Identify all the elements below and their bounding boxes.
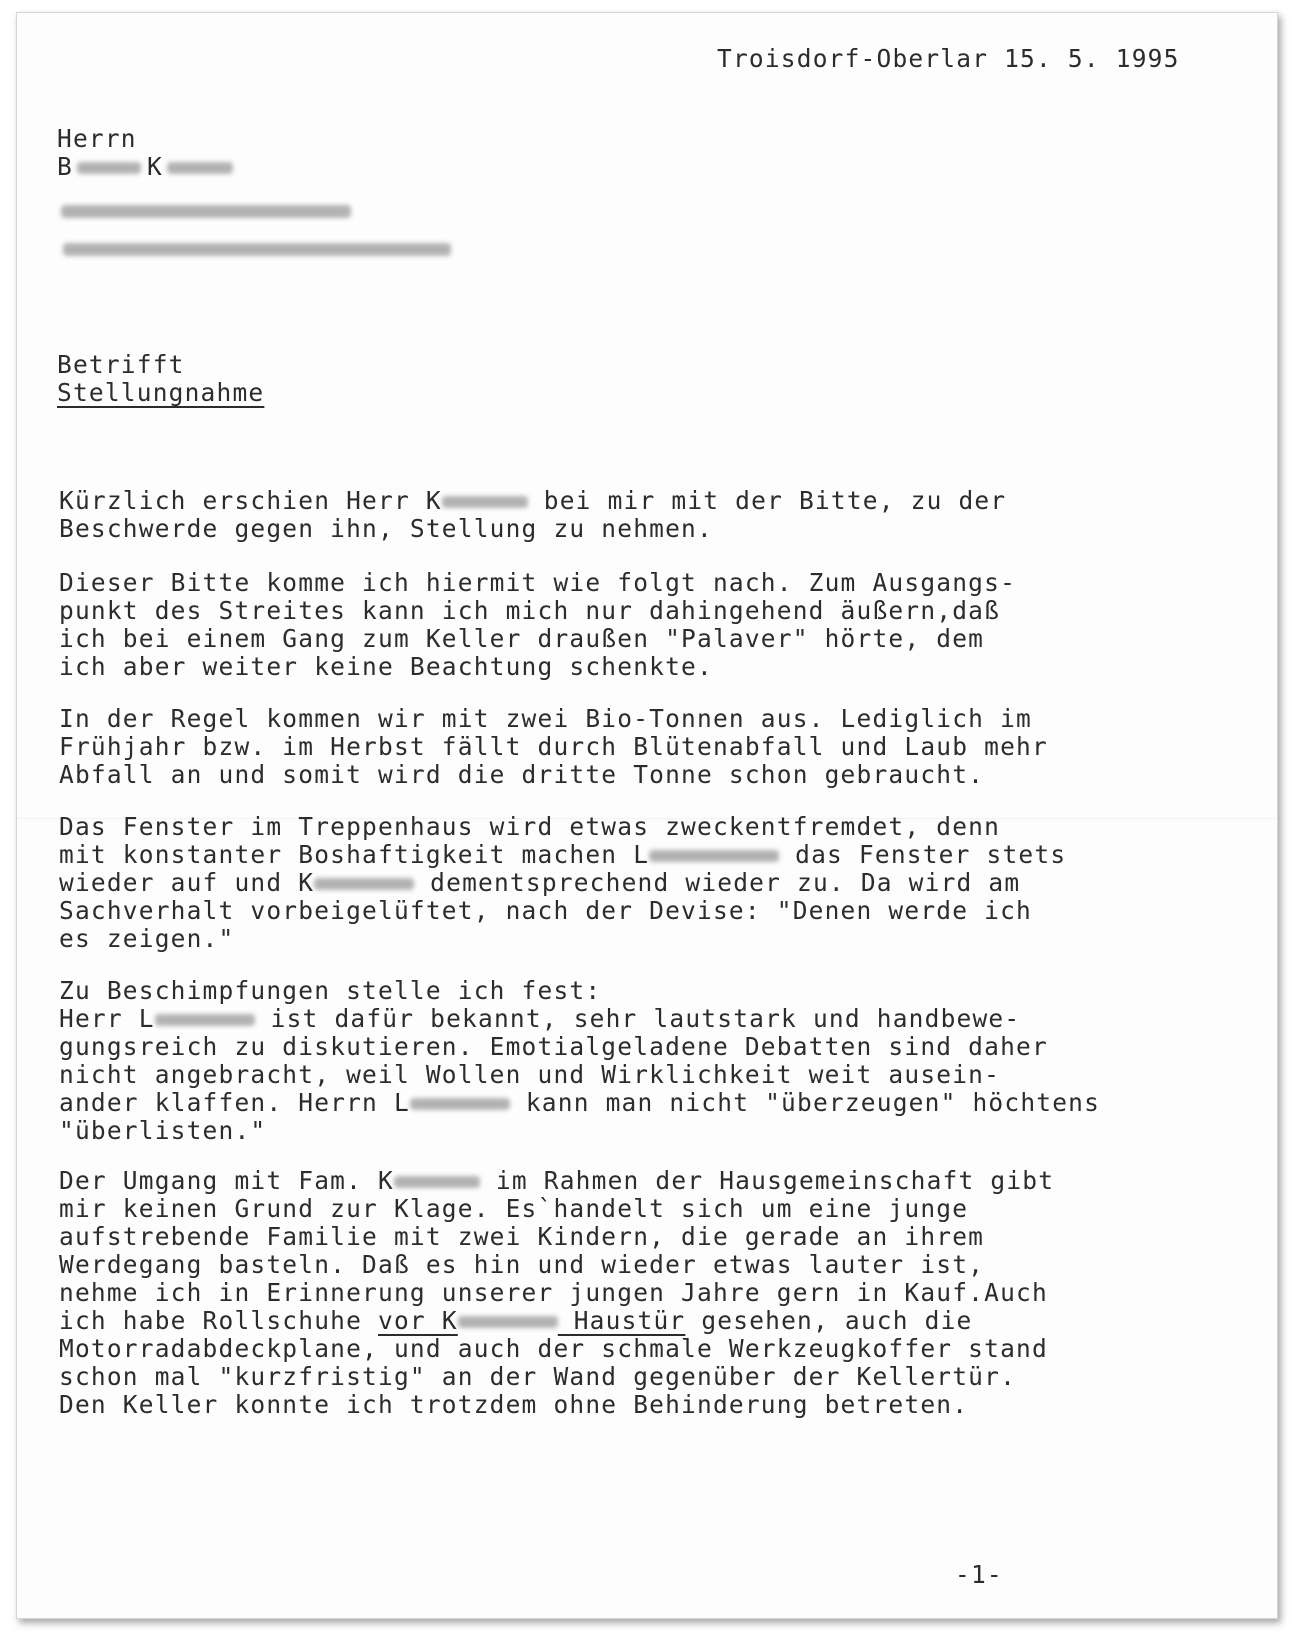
text-line: Frühjahr bzw. im Herbst fällt durch Blütenabfall und Laub mehr <box>59 732 1048 761</box>
text-line: gungsreich zu diskutieren. Emotialgeladene Debatten sind daher <box>59 1032 1048 1061</box>
text-line: ich habe Rollschuhe vor K Haustür gesehen, auch die <box>59 1306 973 1335</box>
redaction-blur <box>61 205 351 218</box>
text-line: Dieser Bitte komme ich hiermit wie folgt nach. Zum Ausgangs- <box>59 568 1017 597</box>
text-line: Abfall an und somit wird die dritte Tonne schon gebraucht. <box>59 760 985 789</box>
redaction-blur <box>649 850 779 862</box>
letter-page <box>16 12 1278 1619</box>
text-line: mit konstanter Boshaftigkeit machen L das Fenster stets <box>59 840 1067 869</box>
text-line: ander klaffen. Herrn L kann man nicht "überzeugen" höchtens <box>59 1088 1101 1117</box>
redaction-blur <box>394 1176 480 1188</box>
text-line: Den Keller konnte ich trotzdem ohne Behinderung betreten. <box>59 1390 969 1419</box>
redaction-blur <box>458 1316 558 1328</box>
redaction-blur <box>63 243 451 256</box>
text-line: Herr L ist dafür bekannt, sehr lautstark und handbewe- <box>59 1004 1021 1033</box>
text-line: schon mal "kurzfristig" an der Wand gegenüber der Kellertür. <box>59 1362 1017 1391</box>
text-line: Werdegang basteln. Daß es hin und wieder etwas lauter ist, <box>59 1250 985 1279</box>
text-line: aufstrebende Familie mit zwei Kindern, die gerade an ihrem <box>59 1222 985 1251</box>
text-line: punkt des Streites kann ich mich nur dahingehend äußern,daß <box>59 596 1001 625</box>
recipient-name: B K <box>57 153 233 181</box>
paragraph-4 <box>59 813 1066 953</box>
paragraph-5 <box>59 977 1100 1145</box>
recipient-city-redacted <box>63 239 451 258</box>
place-date: Troisdorf-Oberlar 15. 5. 1995 <box>717 44 1180 73</box>
redaction-blur <box>155 1014 255 1026</box>
text-line: Zu Beschimpfungen stelle ich fest: <box>59 976 602 1005</box>
text-line: Motorradabdeckplane, und auch der schmale Werkzeugkoffer stand <box>59 1334 1048 1363</box>
redaction-blur <box>410 1098 510 1110</box>
redaction-blur <box>167 162 233 174</box>
text-line: ich aber weiter keine Beachtung schenkte. <box>59 652 713 681</box>
redaction-blur <box>442 496 528 508</box>
recipient-salutation: Herrn <box>57 124 137 153</box>
text-line: In der Regel kommen wir mit zwei Bio-Tonnen aus. Lediglich im <box>59 704 1032 733</box>
paragraph-1 <box>59 487 1006 543</box>
text-line: Das Fenster im Treppenhaus wird etwas zweckentfremdet, denn <box>59 812 1001 841</box>
text-line: Beschwerde gegen ihn, Stellung zu nehmen. <box>59 514 713 543</box>
subject-label: Betrifft <box>57 350 185 379</box>
text-line: Sachverhalt vorbeigelüftet, nach der Devise: "Denen werde ich <box>59 896 1032 925</box>
page-number: -1- <box>955 1560 1003 1589</box>
paragraph-6 <box>59 1167 1054 1419</box>
subject-value: Stellungnahme <box>57 378 265 407</box>
text-line: wieder auf und K dementsprechend wieder zu. Da wird am <box>59 868 1021 897</box>
text-line: Kürzlich erschien Herr K bei mir mit der Bitte, zu der <box>59 486 1007 515</box>
text-line: Der Umgang mit Fam. K im Rahmen der Hausgemeinschaft gibt <box>59 1166 1055 1195</box>
redaction-blur <box>77 162 141 174</box>
paragraph-3 <box>59 705 1048 789</box>
text-line: es zeigen." <box>59 924 235 953</box>
text-line: "überlisten." <box>59 1116 267 1145</box>
recipient-street-redacted <box>61 201 351 220</box>
text-line: nicht angebracht, weil Wollen und Wirklichkeit weit ausein- <box>59 1060 1001 1089</box>
redaction-blur <box>314 878 414 890</box>
text-line: nehme ich in Erinnerung unserer jungen Jahre gern in Kauf.Auch <box>59 1278 1048 1307</box>
text-line: ich bei einem Gang zum Keller draußen "Palaver" hörte, dem <box>59 624 985 653</box>
paragraph-2 <box>59 569 1016 681</box>
text-line: mir keinen Grund zur Klage. Es`handelt sich um eine junge <box>59 1194 969 1223</box>
